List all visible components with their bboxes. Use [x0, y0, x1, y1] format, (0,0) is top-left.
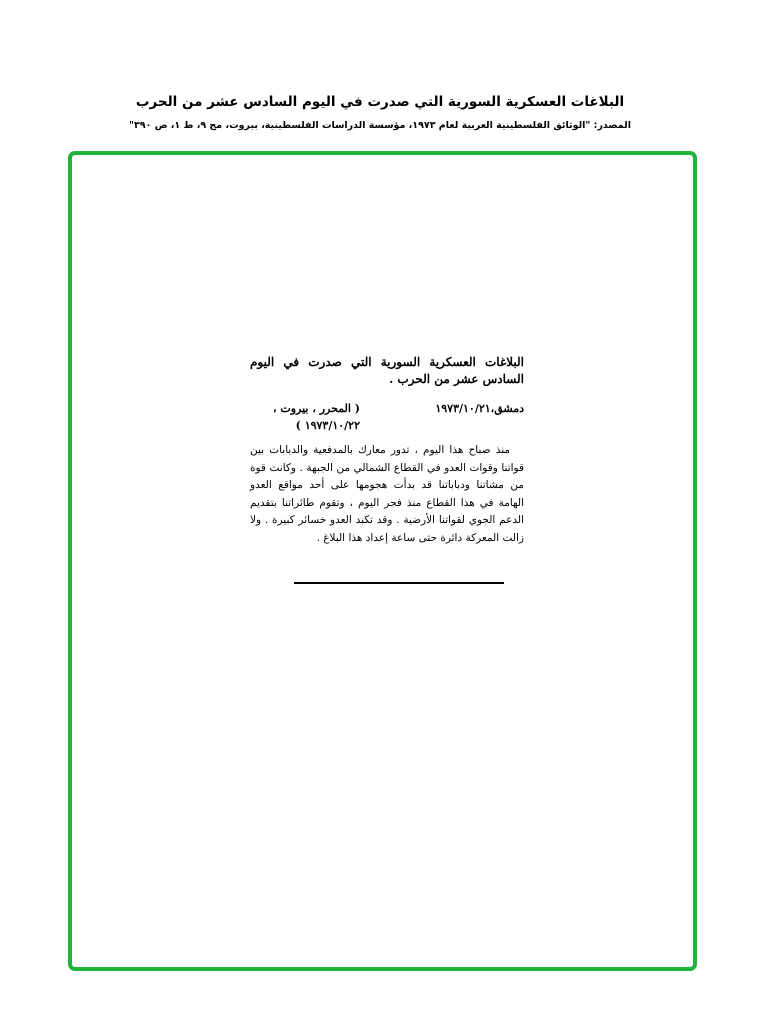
- document-body: [250, 354, 524, 547]
- source-citation: المصدر: "الوثائق الفلسطينية العربية لعام ١٩٧٣، مؤسسة الدراسات الفلسطينية، بيروت، مج ٩، ط ١، ص ٣٩٠": [129, 120, 631, 131]
- document-frame: [68, 151, 697, 971]
- divider-line: [294, 582, 504, 584]
- dateline-place-date: دمشق،١٩٧٣/١٠/٢١: [435, 402, 524, 415]
- document-paragraph: منذ صباح هذا اليوم ، تدور معارك بالمدفعية والدبابات بين قواتنا وقوات العدو في القطاع الشمالي من الجبهة . وكانت قوة من مشاتنا ودباباتنا قد بدأت هجومها على أحد مواقع العدو الهامة في هذا القطاع منذ فجر اليوم ، وتقوم طائراتنا بتقديم الدعم الجوي لقواتنا الأرضية . وقد تكبد العدو خسائر كبيرة . ولا زالت المعركة دائرة حتى ساعة إعداد هذا البلاغ .: [250, 444, 524, 544]
- document-heading: البلاغات العسكرية السورية التي صدرت في اليوم السادس عشر من الحرب .: [250, 355, 524, 386]
- page-title: البلاغات العسكرية السورية التي صدرت في اليوم السادس عشر من الحرب: [135, 94, 625, 110]
- dateline-source: ( المحرر ، بيروت ، ١٩٧٣/١٠/٢٢ ): [273, 402, 360, 432]
- dateline: [250, 400, 524, 434]
